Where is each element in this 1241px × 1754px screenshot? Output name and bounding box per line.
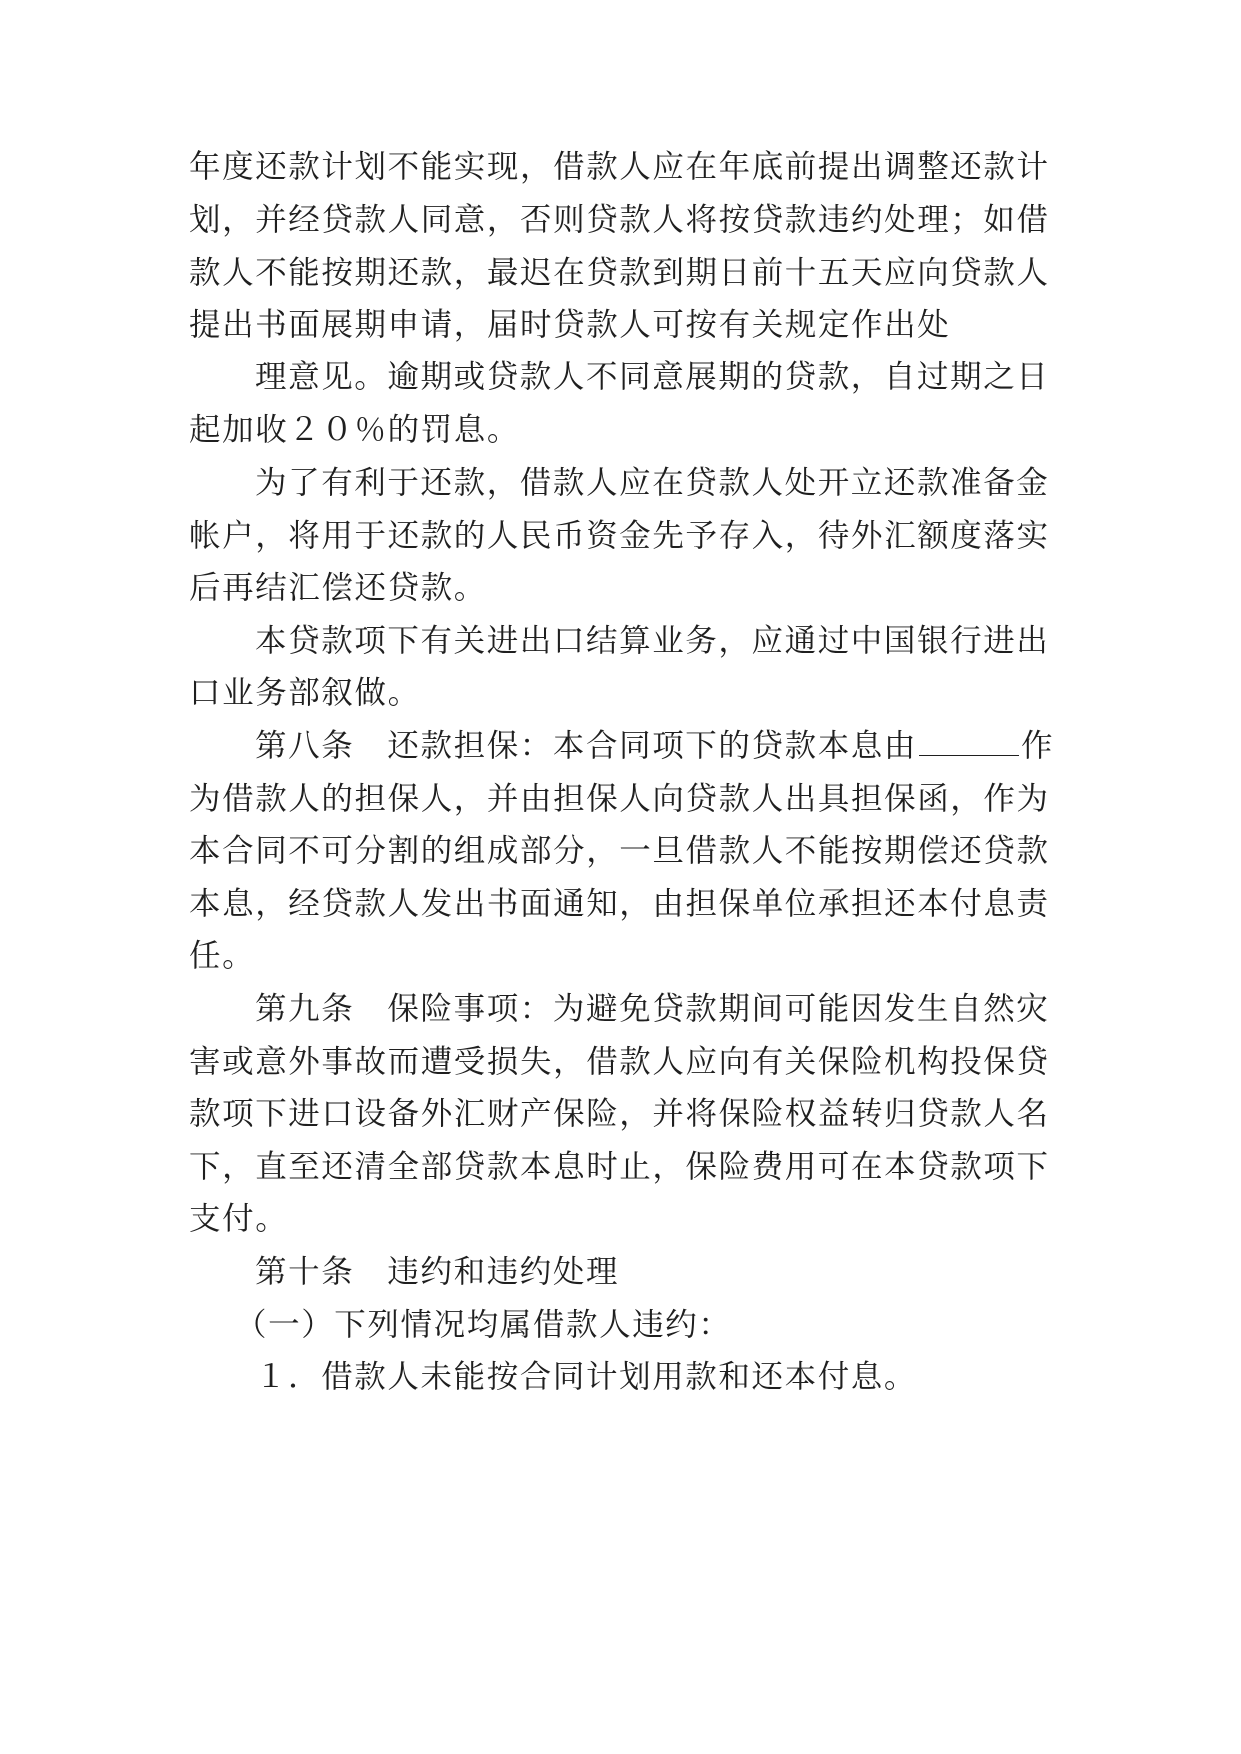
article-8-heading [255,726,1054,766]
text-line: 为借款人的担保人，并由担保人向贷款人出具担保函，作为 [189,781,1050,817]
text-line: 下，直至还清全部贷款本息时止，保险费用可在本贷款项下 [189,1149,1050,1185]
text-line: 帐户，将用于还款的人民币资金先予存入，待外汇额度落实 [189,518,1050,554]
article-9-heading: 第九条 保险事项：为避免贷款期间可能因发生自然灾 [255,991,1050,1027]
article-10-heading: 第十条 违约和违约处理 [255,1254,620,1290]
list-item: １．借款人未能按合同计划用款和还本付息。 [255,1359,918,1395]
text-line: 害或意外事故而遭受损失，借款人应向有关保险机构投保贷 [189,1044,1050,1080]
text-line: 提出书面展期申请，届时贷款人可按有关规定作出处 [189,307,951,343]
guarantor-blank-line [919,729,1019,756]
text-line: 款项下进口设备外汇财产保险，并将保险权益转归贷款人名 [189,1096,1050,1132]
text-line: 划，并经贷款人同意，否则贷款人将按贷款违约处理；如借 [189,202,1050,238]
text-line: 款人不能按期还款，最迟在贷款到期日前十五天应向贷款人 [189,255,1050,291]
text-line: 任。 [189,938,256,974]
text-line: 起加收２０％的罚息。 [189,412,521,448]
article-8-text: 第八条 还款担保：本合同项下的贷款本息由 [255,728,918,764]
text-line: 后再结汇偿还贷款。 [189,570,487,606]
text-line: 本合同不可分割的组成部分，一旦借款人不能按期偿还贷款 [189,833,1050,869]
text-line: 支付。 [189,1201,289,1237]
paragraph-start: 本贷款项下有关进出口结算业务，应通过中国银行进出 [255,623,1050,659]
paragraph-start: 为了有利于还款，借款人应在贷款人处开立还款准备金 [255,465,1050,501]
text-line: 年度还款计划不能实现，借款人应在年底前提出调整还款计 [189,149,1050,185]
text-line: 理意见。逾期或贷款人不同意展期的贷款，自过期之日 [255,359,1050,395]
article-8-text-end: 作 [1021,728,1055,764]
text-line: 本息，经贷款人发出书面通知，由担保单位承担还本付息责 [189,886,1050,922]
subsection-heading: （一）下列情况均属借款人违约： [235,1307,732,1343]
text-line: 口业务部叙做。 [189,675,421,711]
